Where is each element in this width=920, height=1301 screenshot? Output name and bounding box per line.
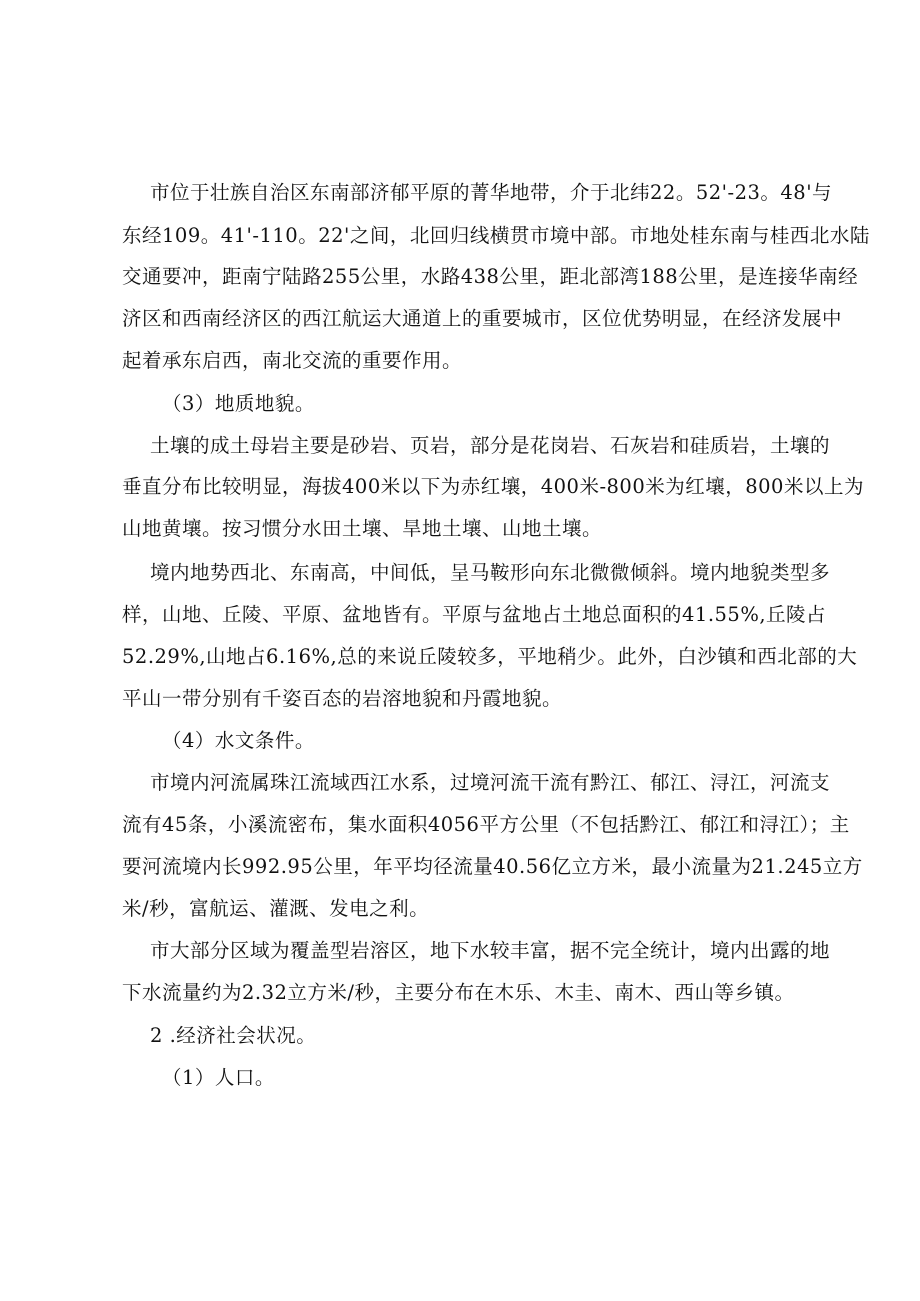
paragraph-line: 米/秒，富航运、灌溉、发电之利。 <box>122 897 430 920</box>
section-title: 2 .经济社会状况。 <box>150 1024 317 1047</box>
paragraph-line: 流有45条，小溪流密布，集水面积4056平方公里（不包括黔江、郁江和浔江）；主 <box>122 813 850 836</box>
paragraph-line: 垂直分布比较明显，海拔400米以下为赤红壤，400米-800米为红壤，800米以上为 <box>122 475 864 498</box>
paragraph-line: 境内地势西北、东南高，中间低，呈马鞍形向东北微微倾斜。境内地貌类型多 <box>150 561 831 584</box>
paragraph-line: 土壤的成土母岩主要是砂岩、页岩，部分是花岗岩、石灰岩和硅质岩，土壤的 <box>150 434 831 457</box>
section-heading: （1）人口。 <box>162 1066 275 1089</box>
paragraph-line: 平山一带分别有千姿百态的岩溶地貌和丹霞地貌。 <box>122 687 563 710</box>
paragraph-line: 东经109。41'-110。22'之间，北回归线横贯市境中部。市地处桂东南与桂西北水陆 <box>122 224 870 247</box>
paragraph-line: 市境内河流属珠江流域西江水系，过境河流干流有黔江、郁江、浔江，河流支 <box>150 771 831 794</box>
paragraph-line: 市大部分区域为覆盖型岩溶区，地下水较丰富，据不完全统计，境内出露的地 <box>150 939 831 962</box>
paragraph-line: 交通要冲，距南宁陆路255公里，水路438公里，距北部湾188公里，是连接华南经 <box>122 265 859 288</box>
section-heading: （4）水文条件。 <box>162 729 315 752</box>
paragraph-line: 要河流境内长992.95公里，年平均径流量40.56亿立方米，最小流量为21.245立方 <box>122 855 863 878</box>
paragraph-line: 下水流量约为2.32立方米/秒，主要分布在木乐、木圭、南木、西山等乡镇。 <box>122 981 795 1004</box>
paragraph-line: 市位于壮族自治区东南部济郁平原的菁华地带，介于北纬22。52'-23。48'与 <box>150 181 833 204</box>
paragraph-line: 样，山地、丘陵、平原、盆地皆有。平原与盆地占土地总面积的41.55%,丘陵占 <box>122 603 827 626</box>
paragraph-line: 山地黄壤。按习惯分水田土壤、旱地土壤、山地土壤。 <box>122 517 603 540</box>
paragraph-line: 起着承东启西，南北交流的重要作用。 <box>122 349 463 372</box>
paragraph-line: 52.29%,山地占6.16%,总的来说丘陵较多，平地稍少。此外，白沙镇和西北部的大 <box>122 645 858 668</box>
paragraph-line: 济区和西南经济区的西江航运大通道上的重要城市，区位优势明显，在经济发展中 <box>122 307 843 330</box>
section-heading: （3）地质地貌。 <box>162 392 315 415</box>
